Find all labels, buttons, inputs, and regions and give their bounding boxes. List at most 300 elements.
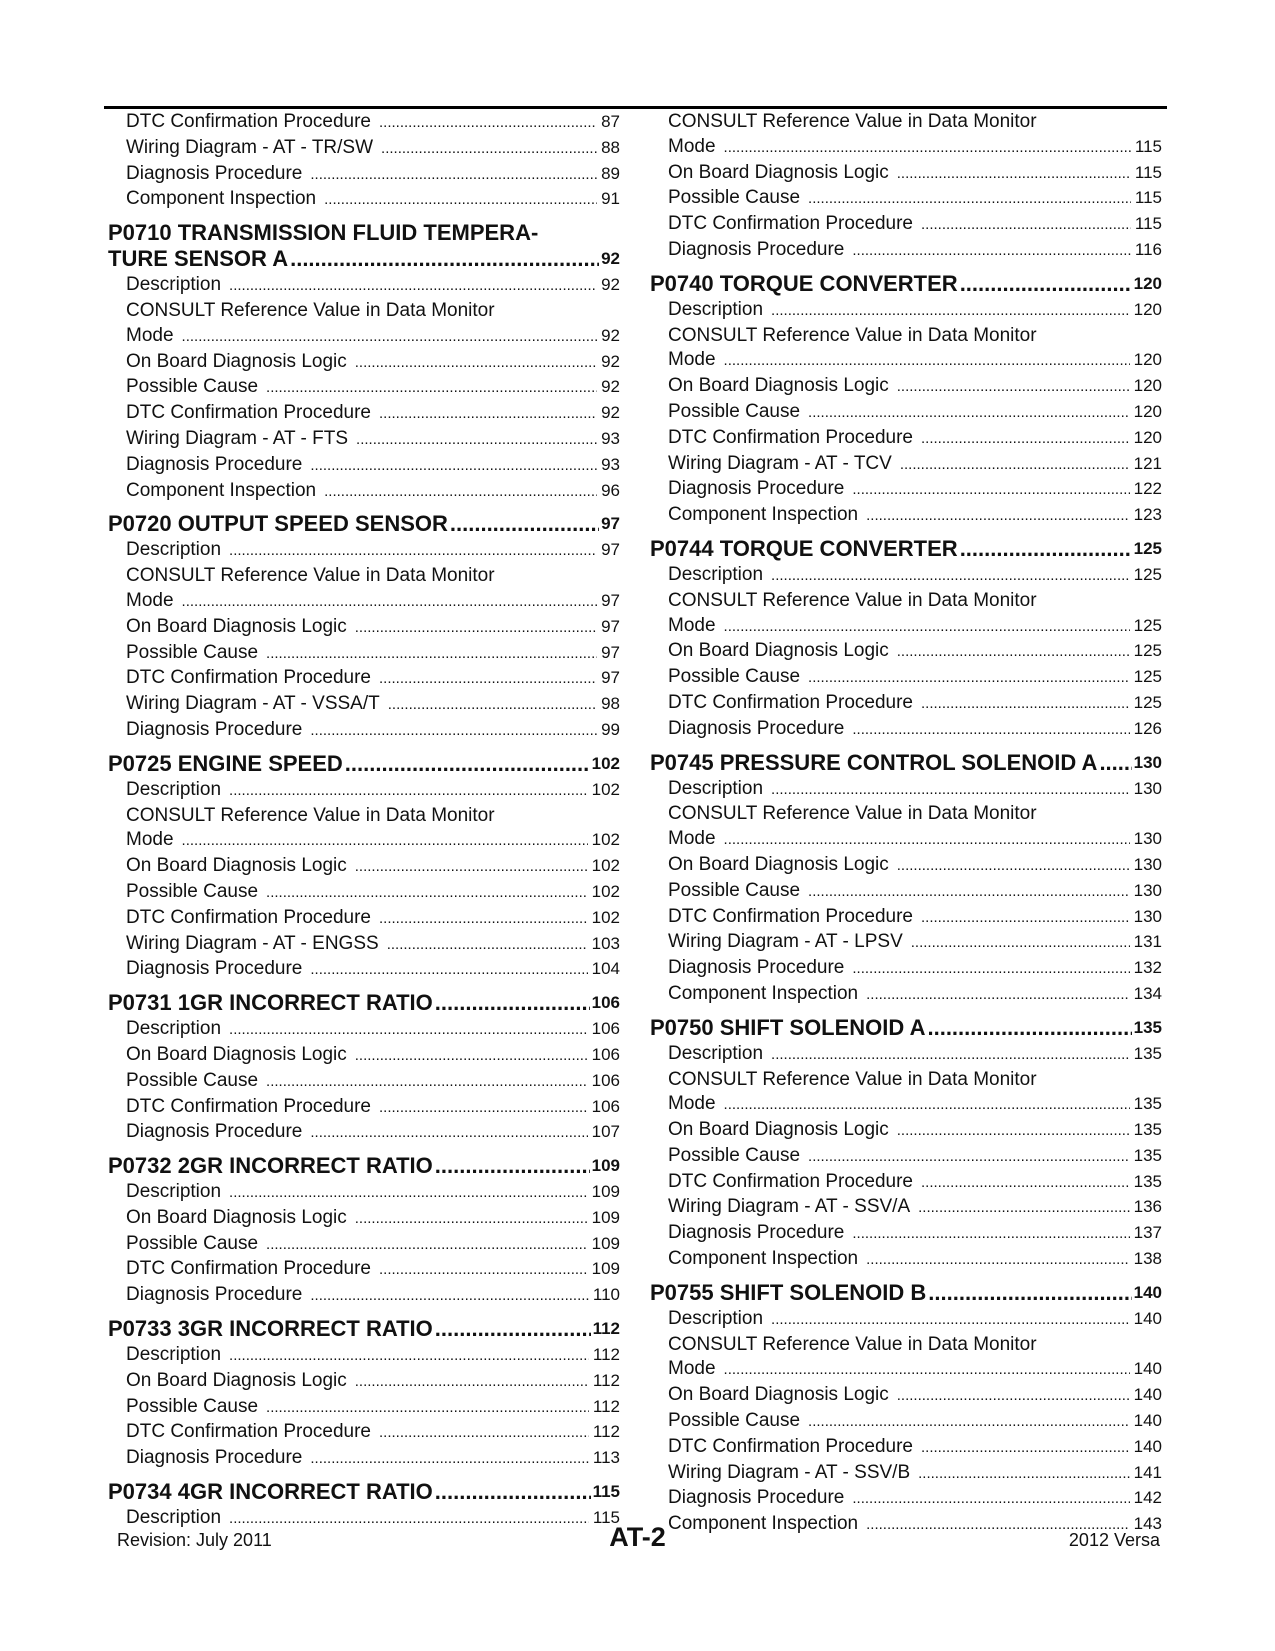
entry-page-number: 141	[1133, 1462, 1162, 1482]
entry-title: Wiring Diagram - AT - SSV/B	[668, 1461, 911, 1483]
entry-page-number: 125	[1133, 667, 1162, 687]
toc-entry[interactable]	[650, 717, 1162, 743]
toc-entry[interactable]	[108, 1069, 620, 1095]
toc-entry[interactable]	[650, 212, 1162, 238]
entry-title: Description	[126, 778, 222, 800]
entry-page-number: 140	[1133, 1359, 1162, 1379]
toc-entry[interactable]	[108, 453, 620, 479]
toc-entry[interactable]	[108, 1232, 620, 1258]
entry-title: Mode	[126, 829, 174, 851]
section-heading[interactable]	[650, 536, 1162, 562]
entry-page-number: 106	[591, 1096, 620, 1116]
toc-entry[interactable]	[108, 324, 620, 350]
toc-entry[interactable]	[108, 187, 620, 213]
section-title: P0744 TORQUE CONVERTER	[650, 535, 958, 561]
entry-title: Mode	[126, 324, 174, 346]
entry-page-number: 120	[1133, 376, 1162, 396]
entry-title: Description	[126, 539, 222, 561]
entry-title: Possible Cause	[126, 1069, 259, 1091]
toc-entry[interactable]	[650, 1486, 1162, 1512]
dot-leader	[921, 906, 1130, 931]
section-page-number: 112	[592, 1319, 620, 1339]
toc-entry[interactable]	[108, 136, 620, 162]
dot-leader	[852, 1487, 1129, 1512]
dot-leader	[266, 1070, 588, 1095]
section-heading[interactable]	[108, 751, 620, 777]
entry-title: Description	[668, 1042, 764, 1064]
dot-leader	[356, 428, 597, 453]
dot-leader	[921, 1436, 1130, 1461]
toc-entry[interactable]	[650, 298, 1162, 324]
toc-entry[interactable]	[650, 238, 1162, 264]
toc-entry[interactable]	[650, 879, 1162, 905]
section-heading[interactable]	[650, 1015, 1162, 1041]
section-page-number: 125	[1133, 538, 1162, 558]
entry-title: Possible Cause	[668, 879, 801, 901]
entry-page-number: 93	[601, 454, 620, 474]
dot-leader	[921, 692, 1130, 717]
entry-page-number: 110	[592, 1285, 620, 1305]
toc-entry[interactable]	[108, 778, 620, 804]
toc-entry[interactable]	[650, 374, 1162, 400]
toc-entry[interactable]	[650, 1170, 1162, 1196]
dot-leader	[808, 1410, 1130, 1435]
entry-title: Possible Cause	[126, 1395, 259, 1417]
entry-title: Mode	[668, 1093, 716, 1115]
section-title: P0720 OUTPUT SPEED SENSOR	[108, 511, 448, 537]
dot-leader	[381, 137, 597, 162]
dot-leader	[918, 1196, 1129, 1221]
toc-entry-line: CONSULT Reference Value in Data Monitor	[668, 589, 1037, 611]
entry-page-number: 140	[1133, 1436, 1162, 1456]
dot-leader	[771, 1308, 1130, 1333]
entry-title: Description	[668, 777, 764, 799]
toc-entry[interactable]	[108, 427, 620, 453]
dot-leader	[310, 1284, 589, 1309]
entry-title: DTC Confirmation Procedure	[668, 1435, 913, 1457]
entry-title: DTC Confirmation Procedure	[126, 906, 371, 928]
dot-leader	[387, 933, 588, 958]
toc-section	[650, 271, 1162, 529]
dot-leader	[266, 642, 597, 667]
toc-entry[interactable]	[650, 1144, 1162, 1170]
entry-page-number: 112	[592, 1345, 620, 1365]
toc-entry[interactable]	[108, 666, 620, 692]
section-title: P0733 3GR INCORRECT RATIO	[108, 1316, 433, 1342]
entry-title: Diagnosis Procedure	[126, 162, 303, 184]
entry-page-number: 89	[601, 163, 620, 183]
entry-title: On Board Diagnosis Logic	[126, 1206, 347, 1228]
dot-leader	[435, 1153, 590, 1179]
entry-title: Diagnosis Procedure	[668, 1222, 845, 1244]
dot-leader	[724, 615, 1130, 640]
entry-title: DTC Confirmation Procedure	[126, 402, 371, 424]
dot-leader	[866, 983, 1130, 1008]
section-heading[interactable]	[108, 246, 620, 272]
dot-leader	[379, 1258, 588, 1283]
toc-entry[interactable]	[650, 1409, 1162, 1435]
entry-title: Diagnosis Procedure	[668, 957, 845, 979]
dot-leader	[355, 1207, 588, 1232]
entry-title: DTC Confirmation Procedure	[126, 1095, 371, 1117]
entry-title: DTC Confirmation Procedure	[126, 111, 371, 132]
dot-leader	[266, 1233, 588, 1258]
entry-title: Mode	[668, 135, 716, 157]
toc-entry[interactable]	[650, 477, 1162, 503]
entry-page-number: 140	[1133, 1308, 1162, 1328]
entry-title: Description	[668, 1307, 764, 1329]
entry-page-number: 112	[592, 1370, 620, 1390]
toc-entry[interactable]	[650, 1461, 1162, 1487]
toc-entry[interactable]	[108, 273, 620, 299]
entry-title: Component Inspection	[668, 982, 859, 1004]
section-page-number: 135	[1133, 1017, 1162, 1037]
toc-entry[interactable]	[108, 1095, 620, 1121]
dot-leader	[897, 162, 1131, 187]
entry-page-number: 106	[591, 1019, 620, 1039]
toc-entry[interactable]	[650, 452, 1162, 478]
page-code: AT-2	[609, 1522, 666, 1552]
section-title: P0755 SHIFT SOLENOID B	[650, 1279, 927, 1305]
entry-page-number: 120	[1133, 427, 1162, 447]
toc-section	[108, 1153, 620, 1309]
toc-entry[interactable]	[650, 1092, 1162, 1118]
toc-entry[interactable]	[108, 828, 620, 854]
toc-section	[650, 536, 1162, 743]
toc-entry[interactable]	[108, 1369, 620, 1395]
dot-leader	[182, 590, 598, 615]
dot-leader	[852, 718, 1129, 743]
dot-leader	[852, 957, 1129, 982]
entry-page-number: 112	[592, 1422, 620, 1442]
toc-section	[108, 1316, 620, 1472]
entry-title: Diagnosis Procedure	[126, 958, 303, 980]
entry-title: On Board Diagnosis Logic	[668, 1384, 889, 1406]
section-heading[interactable]	[108, 1153, 620, 1179]
dot-leader	[921, 213, 1131, 238]
entry-title: Mode	[668, 349, 716, 371]
entry-title: Description	[126, 1344, 222, 1366]
section-heading[interactable]	[108, 511, 620, 537]
entry-title: Wiring Diagram - AT - LPSV	[668, 931, 903, 953]
entry-title: Description	[126, 1018, 222, 1040]
toc-section	[650, 1015, 1162, 1273]
entry-title: Possible Cause	[668, 400, 801, 422]
section-title: TURE SENSOR A	[108, 246, 289, 272]
toc-entry[interactable]	[108, 1283, 620, 1309]
toc-entry[interactable]	[650, 691, 1162, 717]
entry-page-number: 121	[1133, 453, 1162, 473]
dot-leader	[808, 1145, 1130, 1170]
dot-leader	[724, 349, 1130, 374]
dot-leader	[310, 454, 597, 479]
dot-leader	[852, 478, 1129, 503]
section-heading[interactable]	[108, 1479, 620, 1505]
entry-page-number: 96	[601, 480, 620, 500]
dot-leader	[897, 854, 1130, 879]
toc-entry[interactable]	[650, 348, 1162, 374]
entry-page-number: 135	[1133, 1094, 1162, 1114]
section-title: P0732 2GR INCORRECT RATIO	[108, 1153, 433, 1179]
dot-leader	[771, 564, 1130, 589]
dot-leader	[266, 1396, 589, 1421]
toc-entry[interactable]	[650, 827, 1162, 853]
entry-page-number: 123	[1133, 505, 1162, 525]
toc-right-column	[650, 110, 1162, 1538]
entry-page-number: 93	[601, 428, 620, 448]
section-heading[interactable]	[108, 1316, 620, 1342]
dot-leader	[324, 188, 597, 213]
toc-entry[interactable]	[650, 1435, 1162, 1461]
dot-leader	[310, 1121, 587, 1146]
dot-leader	[928, 1280, 1131, 1306]
entry-page-number: 130	[1133, 854, 1162, 874]
entry-page-number: 115	[592, 1508, 620, 1528]
toc-entry[interactable]	[650, 1118, 1162, 1144]
entry-title: Wiring Diagram - AT - TCV	[668, 452, 892, 474]
revision-date: Revision: July 2011	[117, 1530, 272, 1550]
entry-page-number: 113	[592, 1448, 620, 1468]
toc-entry[interactable]	[108, 1395, 620, 1421]
toc-entry[interactable]	[650, 1195, 1162, 1221]
toc-entry[interactable]	[650, 905, 1162, 931]
dot-leader	[897, 1119, 1130, 1144]
entry-page-number: 115	[1134, 214, 1162, 234]
toc-entry[interactable]	[650, 1357, 1162, 1383]
toc-entry[interactable]	[108, 1257, 620, 1283]
entry-page-number: 132	[1133, 958, 1162, 978]
toc-entry[interactable]	[108, 957, 620, 983]
dot-leader	[927, 1015, 1131, 1041]
toc-entry[interactable]	[108, 615, 620, 641]
entry-title: Possible Cause	[126, 376, 259, 398]
entry-title: Mode	[126, 589, 174, 611]
toc-entry[interactable]	[108, 1043, 620, 1069]
dot-leader	[324, 480, 597, 505]
entry-title: DTC Confirmation Procedure	[126, 1258, 371, 1280]
entry-page-number: 97	[601, 642, 620, 662]
toc-section	[108, 511, 620, 743]
toc-entry[interactable]	[650, 1247, 1162, 1273]
entry-title: On Board Diagnosis Logic	[126, 855, 347, 877]
entry-title: Description	[668, 298, 764, 320]
entry-title: Mode	[668, 614, 716, 636]
toc-entry[interactable]	[108, 401, 620, 427]
toc-entry[interactable]	[650, 639, 1162, 665]
entry-title: On Board Diagnosis Logic	[668, 161, 889, 183]
dot-leader	[229, 1181, 588, 1206]
dot-leader	[379, 1096, 588, 1121]
entry-page-number: 125	[1133, 564, 1162, 584]
toc-entry[interactable]	[650, 1383, 1162, 1409]
dot-leader	[808, 401, 1130, 426]
entry-page-number: 98	[601, 694, 620, 714]
dot-leader	[911, 931, 1130, 956]
entry-title: Diagnosis Procedure	[126, 1447, 303, 1469]
dot-leader	[960, 271, 1132, 297]
entry-page-number: 92	[601, 275, 620, 295]
entry-title: Component Inspection	[126, 479, 317, 501]
section-heading[interactable]	[650, 1280, 1162, 1306]
entry-title: Description	[126, 274, 222, 296]
toc-entry[interactable]	[108, 1446, 620, 1472]
dot-leader	[435, 1316, 591, 1342]
entry-page-number: 109	[591, 1233, 620, 1253]
entry-title: Diagnosis Procedure	[126, 453, 303, 475]
entry-page-number: 130	[1133, 880, 1162, 900]
page-footer	[0, 1522, 1275, 1562]
toc-entry[interactable]	[108, 854, 620, 880]
toc-entry[interactable]	[108, 1343, 620, 1369]
dot-leader	[229, 1344, 589, 1369]
toc-entry[interactable]	[650, 161, 1162, 187]
toc-entry[interactable]	[650, 563, 1162, 589]
toc-entry-line: CONSULT Reference Value in Data Monitor	[668, 324, 1037, 346]
entry-page-number: 102	[591, 856, 620, 876]
toc-entry[interactable]	[650, 1307, 1162, 1333]
dot-leader	[229, 274, 597, 299]
toc-entry[interactable]	[108, 375, 620, 401]
entry-page-number: 140	[1133, 1385, 1162, 1405]
toc-entry[interactable]	[108, 1017, 620, 1043]
toc-entry[interactable]	[108, 1180, 620, 1206]
dot-leader	[771, 778, 1130, 803]
entry-title: On Board Diagnosis Logic	[668, 853, 889, 875]
toc-entry[interactable]	[108, 538, 620, 564]
dot-leader	[182, 829, 588, 854]
dot-leader	[771, 1043, 1130, 1068]
entry-title: Possible Cause	[126, 641, 259, 663]
entry-page-number: 134	[1133, 983, 1162, 1003]
dot-leader	[921, 427, 1130, 452]
toc-entry-line: CONSULT Reference Value in Data Monitor	[668, 803, 1037, 825]
toc-entry[interactable]	[650, 982, 1162, 1008]
entry-page-number: 135	[1133, 1145, 1162, 1165]
section-heading[interactable]	[108, 990, 620, 1016]
toc-entry[interactable]	[650, 665, 1162, 691]
entry-page-number: 120	[1133, 299, 1162, 319]
toc-entry[interactable]	[108, 350, 620, 376]
toc-entry[interactable]	[108, 1206, 620, 1232]
section-page-number: 120	[1133, 273, 1162, 293]
entry-page-number: 97	[601, 590, 620, 610]
toc-entry[interactable]	[108, 110, 620, 136]
entry-page-number: 135	[1133, 1043, 1162, 1063]
dot-leader	[918, 1462, 1129, 1487]
entry-page-number: 103	[591, 933, 620, 953]
toc-entry[interactable]	[650, 503, 1162, 529]
dot-leader	[182, 325, 598, 350]
entry-page-number: 137	[1133, 1223, 1162, 1243]
entry-page-number: 126	[1133, 718, 1162, 738]
entry-title: Possible Cause	[668, 187, 801, 209]
entry-title: Possible Cause	[126, 880, 259, 902]
dot-leader	[897, 375, 1130, 400]
toc-entry[interactable]	[650, 400, 1162, 426]
dot-leader	[290, 246, 599, 272]
toc-entry[interactable]	[108, 589, 620, 615]
toc-entry[interactable]	[108, 162, 620, 188]
toc-entry[interactable]	[108, 906, 620, 932]
toc-entry[interactable]	[650, 135, 1162, 161]
toc-entry[interactable]	[650, 1221, 1162, 1247]
dot-leader	[808, 187, 1131, 212]
entry-page-number: 97	[601, 616, 620, 636]
section-title: P0745 PRESSURE CONTROL SOLENOID A	[650, 749, 1098, 775]
toc-section	[108, 110, 620, 213]
dot-leader	[388, 693, 597, 718]
dot-leader	[450, 511, 599, 537]
toc-entry[interactable]	[650, 956, 1162, 982]
entry-page-number: 109	[591, 1207, 620, 1227]
dot-leader	[808, 666, 1130, 691]
entry-title: Diagnosis Procedure	[126, 1284, 303, 1306]
toc-left-column	[108, 110, 620, 1532]
entry-title: Possible Cause	[668, 1410, 801, 1432]
entry-page-number: 88	[601, 137, 620, 157]
toc-entry[interactable]	[650, 186, 1162, 212]
entry-title: Diagnosis Procedure	[668, 478, 845, 500]
section-page-number: 109	[591, 1156, 620, 1176]
toc-entry[interactable]	[650, 930, 1162, 956]
dot-leader	[960, 536, 1132, 562]
dot-leader	[310, 719, 597, 744]
entry-title: On Board Diagnosis Logic	[668, 1119, 889, 1141]
entry-page-number: 102	[591, 779, 620, 799]
entry-title: Diagnosis Procedure	[668, 238, 845, 260]
section-heading[interactable]	[650, 271, 1162, 297]
entry-title: On Board Diagnosis Logic	[126, 350, 347, 372]
dot-leader	[897, 1384, 1130, 1409]
toc-entry[interactable]	[650, 426, 1162, 452]
toc-entry[interactable]	[650, 853, 1162, 879]
dot-leader	[852, 239, 1131, 264]
toc-entry[interactable]	[650, 1042, 1162, 1068]
entry-page-number: 115	[1134, 162, 1162, 182]
entry-page-number: 130	[1133, 778, 1162, 798]
toc-section	[650, 110, 1162, 264]
entry-page-number: 136	[1133, 1197, 1162, 1217]
entry-page-number: 109	[591, 1182, 620, 1202]
toc-entry[interactable]	[650, 614, 1162, 640]
toc-entry[interactable]	[108, 479, 620, 505]
toc-entry[interactable]	[650, 777, 1162, 803]
entry-title: Component Inspection	[668, 1248, 859, 1270]
entry-title: Description	[126, 1181, 222, 1203]
entry-title: On Board Diagnosis Logic	[126, 1043, 347, 1065]
toc-entry[interactable]	[108, 641, 620, 667]
toc-entry[interactable]	[108, 932, 620, 958]
entry-title: DTC Confirmation Procedure	[668, 213, 913, 235]
toc-entry[interactable]	[108, 718, 620, 744]
dot-leader	[435, 990, 590, 1016]
entry-page-number: 92	[601, 377, 620, 397]
dot-leader	[355, 855, 588, 880]
toc-entry[interactable]	[108, 692, 620, 718]
entry-page-number: 106	[591, 1044, 620, 1064]
entry-page-number: 102	[591, 907, 620, 927]
entry-page-number: 107	[591, 1122, 620, 1142]
dot-leader	[355, 351, 597, 376]
entry-title: Possible Cause	[668, 1144, 801, 1166]
toc-entry[interactable]	[108, 1420, 620, 1446]
entry-page-number: 97	[601, 668, 620, 688]
section-heading[interactable]	[650, 750, 1162, 776]
toc-entry[interactable]	[108, 1120, 620, 1146]
entry-title: Possible Cause	[668, 666, 801, 688]
section-heading-line: P0710 TRANSMISSION FLUID TEMPERA-	[108, 220, 539, 246]
toc-entry[interactable]	[108, 880, 620, 906]
